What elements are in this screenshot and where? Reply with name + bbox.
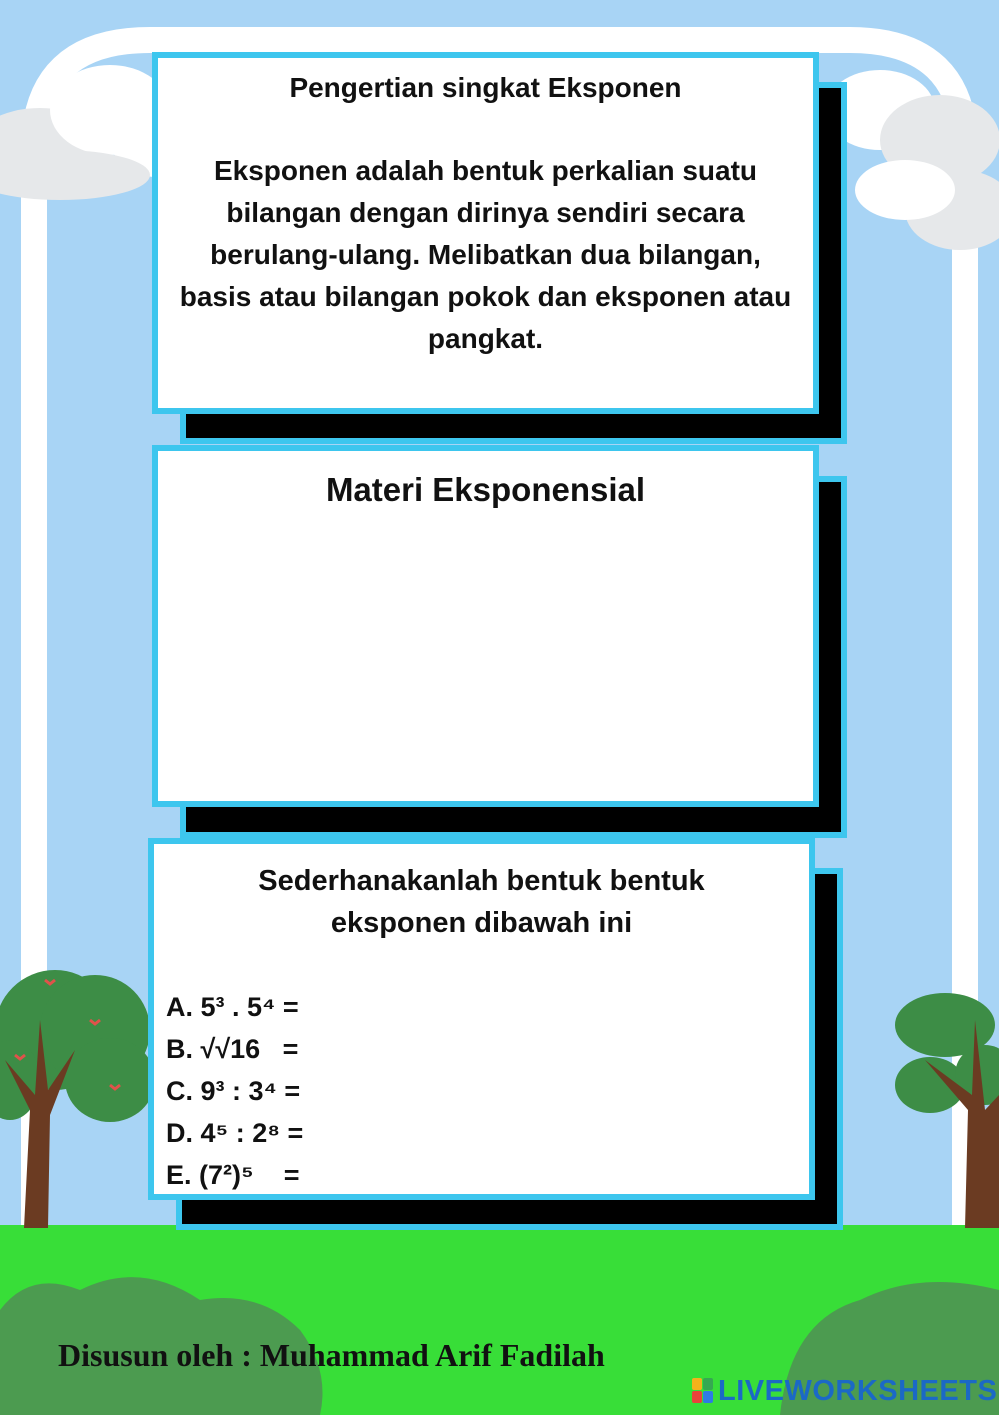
author-credit: Disusun oleh : Muhammad Arif Fadilah — [58, 1337, 605, 1373]
exercise-item-c: C. 9³ : 3⁴ = — [166, 1076, 301, 1106]
cloud-icon — [825, 70, 999, 250]
material-card — [152, 445, 819, 807]
exercise-item-b: B. √√16 = — [166, 1034, 299, 1064]
definition-card — [152, 52, 819, 414]
tree-icon — [895, 993, 999, 1228]
exercise-item-e: E. (7²)⁵ = — [166, 1160, 300, 1190]
liveworksheets-brand[interactable] — [692, 1374, 997, 1408]
definition-title: Pengertian singkat Eksponen — [289, 72, 682, 103]
exercise-item-a: A. 5³ . 5⁴ = — [166, 992, 299, 1022]
exercise-card — [148, 838, 815, 1200]
brand-text: LIVEWORKSHEETS — [718, 1374, 998, 1407]
definition-text: Eksponen adalah bentuk perkalian suatu bilangan dengan dirinya sendiri secara berulang-ulang. Melibatkan dua bilangan, basis atau bilangan pokok dan eksponen atau pangkat. — [179, 155, 792, 354]
exercise-title: Sederhanakanlah bentuk bentuk eksponen dibawah ini — [258, 865, 705, 939]
liveworksheets-logo-icon — [692, 1378, 714, 1404]
material-title: Materi Eksponensial — [325, 471, 646, 508]
exercise-item-d: D. 4⁵ : 2⁸ = — [166, 1118, 304, 1148]
exercise-list — [166, 986, 809, 1196]
